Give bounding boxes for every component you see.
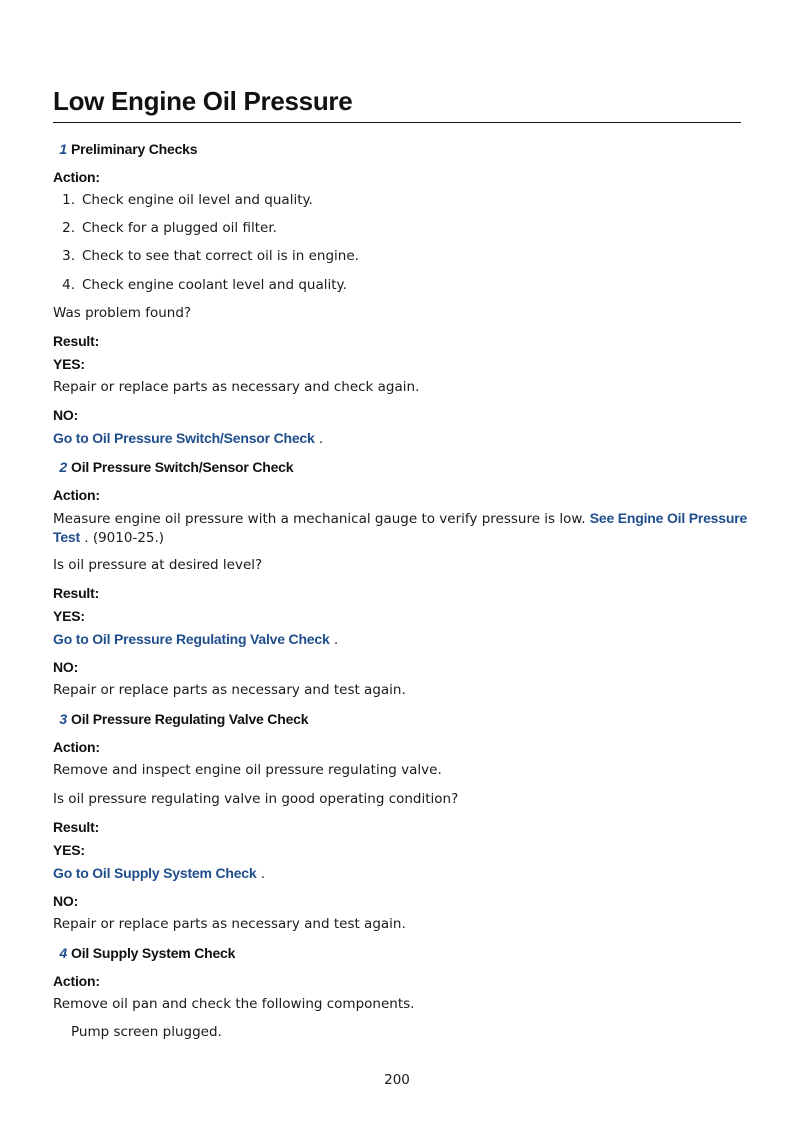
section-3-no-text: Repair or replace parts as necessary and test again.	[53, 916, 406, 932]
step-2	[53, 219, 277, 237]
section-3-yes-label: YES:	[53, 842, 85, 858]
section-1-no-label: NO:	[53, 407, 79, 423]
section-2-action-label: Action:	[53, 487, 100, 503]
link-oil-supply-system-check[interactable]: Go to Oil Supply System Check	[53, 865, 257, 881]
section-3-action-text: Remove and inspect engine oil pressure regulating valve.	[53, 762, 442, 778]
step-1-number: 1.	[62, 192, 75, 208]
section-2-yes-label: YES:	[53, 608, 85, 624]
step-3-number: 3.	[62, 248, 75, 264]
section-2-no-text: Repair or replace parts as necessary and test again.	[53, 682, 406, 698]
step-4-number: 4.	[62, 277, 75, 293]
step-2-number: 2.	[62, 220, 75, 236]
step-1	[53, 191, 313, 209]
section-3-title: Oil Pressure Regulating Valve Check	[71, 711, 309, 727]
section-2-number: 2	[59, 459, 67, 475]
step-2-text: Check for a plugged oil filter.	[82, 220, 277, 236]
section-3-no-label: NO:	[53, 893, 79, 909]
step-1-text: Check engine oil level and quality.	[82, 192, 313, 208]
title-rule	[53, 122, 741, 123]
section-4-title: Oil Supply System Check	[71, 945, 236, 961]
section-2-title: Oil Pressure Switch/Sensor Check	[71, 459, 294, 475]
page-title: Low Engine Oil Pressure	[53, 86, 353, 116]
section-4-sub-item: Pump screen plugged.	[71, 1024, 222, 1040]
section-4-number: 4	[59, 945, 67, 961]
section-4-action-text: Remove oil pan and check the following components.	[53, 996, 415, 1012]
section-2-heading	[53, 458, 293, 476]
section-1-no-suffix: .	[314, 431, 324, 447]
section-1-no-line	[53, 429, 323, 448]
section-3-yes-suffix: .	[256, 866, 266, 882]
link-engine-oil-pressure-test-part-2[interactable]: Test	[53, 529, 80, 545]
section-4-action-label: Action:	[53, 973, 100, 989]
step-3	[53, 247, 359, 265]
section-2-action-line-2	[53, 528, 164, 547]
section-3-result-label: Result:	[53, 819, 100, 835]
section-1-heading	[53, 140, 197, 158]
section-2-question: Is oil pressure at desired level?	[53, 557, 263, 573]
section-1-yes-text: Repair or replace parts as necessary and check again.	[53, 379, 420, 395]
step-4-text: Check engine coolant level and quality.	[82, 277, 347, 293]
section-3-question: Is oil pressure regulating valve in good operating condition?	[53, 791, 459, 807]
page-number: 200	[384, 1072, 410, 1088]
section-1-number: 1	[59, 141, 67, 157]
link-oil-pressure-regulating-valve-check[interactable]: Go to Oil Pressure Regulating Valve Check	[53, 631, 330, 647]
section-3-yes-line	[53, 864, 265, 883]
section-2-result-label: Result:	[53, 585, 100, 601]
section-4-heading	[53, 944, 235, 962]
step-4	[53, 276, 347, 294]
step-3-text: Check to see that correct oil is in engine.	[82, 248, 359, 264]
section-1-question: Was problem found?	[53, 305, 192, 321]
section-3-action-label: Action:	[53, 739, 100, 755]
section-1-result-label: Result:	[53, 333, 100, 349]
link-engine-oil-pressure-test-part-1[interactable]: See Engine Oil Pressure	[589, 510, 748, 526]
section-2-action-line-1	[53, 509, 747, 528]
section-2-yes-suffix: .	[329, 632, 339, 648]
section-1-action-label: Action:	[53, 169, 100, 185]
section-2-action-suffix: . (9010-25.)	[79, 530, 165, 546]
link-oil-pressure-switch-sensor-check[interactable]: Go to Oil Pressure Switch/Sensor Check	[53, 430, 315, 446]
section-1-title: Preliminary Checks	[71, 141, 198, 157]
section-2-action-text: Measure engine oil pressure with a mechanical gauge to verify pressure is low.	[53, 511, 590, 527]
section-3-heading	[53, 710, 308, 728]
section-2-no-label: NO:	[53, 659, 79, 675]
section-3-number: 3	[59, 711, 67, 727]
section-1-yes-label: YES:	[53, 356, 85, 372]
section-2-yes-line	[53, 630, 338, 649]
